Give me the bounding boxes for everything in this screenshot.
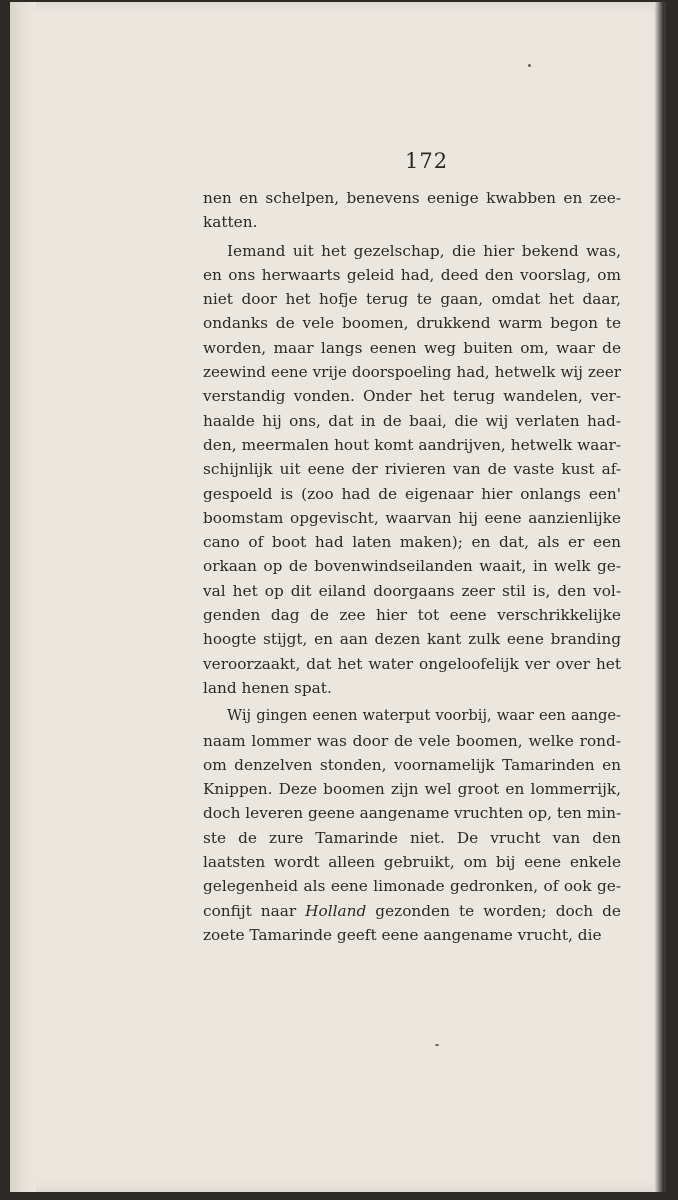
text-line: val het op dit eiland doorgaans zeer stil is, den vol- (203, 581, 621, 600)
paragraph (203, 186, 621, 235)
text-line: orkaan op de bovenwindseilanden waait, in welk ge- (203, 557, 621, 576)
text-line: doch leveren geene aangename vruchten op, ten min- (203, 804, 622, 823)
text-line: Wij gingen eenen waterput voorbij, waar een aange- (227, 707, 621, 725)
text-line: gelegenheid als eene limonade gedronken, of ook ge- (203, 877, 621, 896)
text-line: verstandig vonden. Onder het terug wandelen, ver- (203, 387, 621, 406)
text-line: naam lommer was door de vele boomen, welke rond- (203, 731, 621, 750)
paragraph (203, 239, 621, 701)
text-line: confijt naar Holland gezonden te worden; doch de (203, 901, 621, 920)
text-line: ste de zure Tamarinde niet. De vrucht van den (203, 828, 621, 847)
text-line: boomstam opgevischt, waarvan hij eene aanzienlijke (203, 508, 621, 527)
text-line: schijnlijk uit eene der rivieren van de vaste kust af- (203, 460, 621, 479)
text-line: katten. (203, 213, 258, 232)
page-spine-shadow (10, 2, 36, 1192)
text-line: cano of boot had laten maken); en dat, als er een (203, 533, 621, 552)
text-line: haalde hij ons, dat in de baai, die wij verlaten had- (203, 411, 621, 430)
text-line: om denzelven stonden, voornamelijk Tamarinden en (203, 755, 621, 774)
body-text (203, 186, 621, 947)
text-line: veroorzaakt, dat het water ongeloofelijk ver over het (203, 654, 621, 673)
book-page (10, 2, 666, 1192)
text-line: gespoeld is (zoo had de eigenaar hier onlangs een' (203, 484, 621, 503)
text-line: en ons herwaarts geleid had, deed den voorslag, om (203, 265, 621, 284)
text-line: den, meermalen hout komt aandrijven, hetwelk waar- (203, 435, 621, 454)
page-right-edge (654, 2, 666, 1192)
text-line: worden, maar langs eenen weg buiten om, waar de (203, 338, 621, 357)
paper-speck (528, 64, 531, 67)
text-line: nen en schelpen, benevens eenige kwabben en zee- (203, 189, 621, 207)
text-line: zeewind eene vrije doorspoeling had, hetwelk wij zeer (203, 363, 621, 382)
text-line: Knippen. Deze boomen zijn wel groot en lommerrijk, (203, 780, 621, 799)
text-line: niet door het hofje terug te gaan, omdat het daar, (203, 290, 621, 309)
paper-speck (435, 1044, 439, 1046)
text-line: ondanks de vele boomen, drukkend warm begon te (203, 314, 621, 333)
text-line: hoogte stijgt, en aan dezen kant zulk eene branding (203, 630, 621, 649)
text-line: land henen spat. (203, 678, 332, 697)
text-line: laatsten wordt alleen gebruikt, om bij eene enkele (203, 853, 621, 872)
page-number: 172 (405, 149, 449, 173)
text-line: zoete Tamarinde geeft eene aangename vrucht, die (203, 925, 602, 944)
text-line: Iemand uit het gezelschap, die hier bekend was, (227, 241, 621, 260)
text-line: genden dag de zee hier tot eene verschrikkelijke (203, 606, 621, 625)
paragraph (203, 704, 621, 947)
